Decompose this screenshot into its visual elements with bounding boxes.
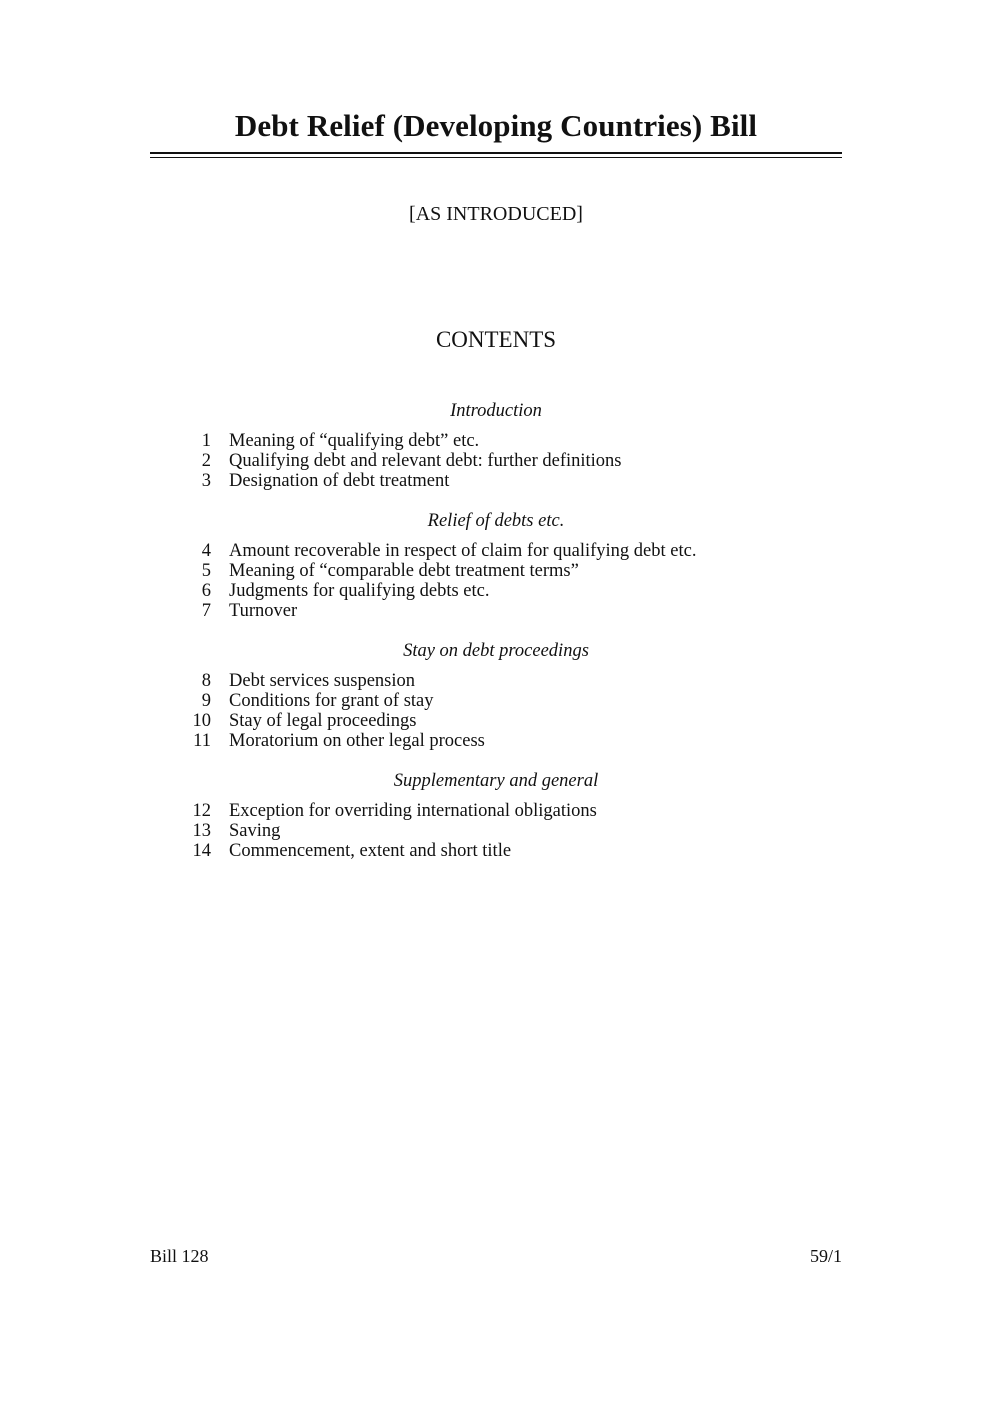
toc-entry[interactable]	[150, 841, 842, 861]
bill-title: Debt Relief (Developing Countries) Bill	[234, 108, 758, 143]
toc-entry[interactable]	[150, 561, 842, 581]
toc-section-supplementary-and-general	[150, 770, 842, 861]
clause-number: 7	[201, 601, 211, 621]
clause-title: Debt services suspension	[229, 671, 415, 691]
clause-number: 3	[201, 471, 211, 491]
clause-number: 11	[193, 731, 211, 751]
section-heading: Stay on debt proceedings	[403, 641, 589, 661]
toc-section-stay-on-debt-proceedings	[150, 640, 842, 751]
clause-title: Designation of debt treatment	[229, 471, 450, 491]
print-reference: 59/1	[809, 1246, 842, 1266]
toc-section-introduction	[150, 400, 842, 491]
clause-title: Meaning of “qualifying debt” etc.	[229, 431, 480, 451]
contents-heading: CONTENTS	[435, 327, 557, 352]
clause-number: 2	[201, 451, 211, 471]
clause-title: Stay of legal proceedings	[229, 711, 417, 731]
toc-entry[interactable]	[150, 731, 842, 751]
clause-number: 4	[201, 541, 211, 561]
toc-entry[interactable]	[150, 801, 842, 821]
clause-title: Meaning of “comparable debt treatment terms”	[229, 561, 579, 581]
table-of-contents	[150, 400, 842, 880]
section-heading: Relief of debts etc.	[427, 511, 565, 531]
clause-number: 13	[192, 821, 211, 841]
title-rule-thick	[150, 152, 842, 154]
toc-entry[interactable]	[150, 541, 842, 561]
clause-number: 1	[201, 431, 211, 451]
section-heading: Supplementary and general	[393, 771, 599, 791]
clause-number: 8	[201, 671, 211, 691]
toc-entry[interactable]	[150, 431, 842, 451]
clause-title: Exception for overriding international obligations	[229, 801, 597, 821]
toc-entry[interactable]	[150, 691, 842, 711]
clause-number: 14	[192, 841, 211, 861]
clause-title: Amount recoverable in respect of claim for qualifying debt etc.	[229, 541, 697, 561]
clause-title: Commencement, extent and short title	[229, 841, 512, 861]
clause-number: 5	[201, 561, 211, 581]
section-heading: Introduction	[450, 401, 542, 421]
clause-title: Conditions for grant of stay	[229, 691, 434, 711]
bill-status: [AS INTRODUCED]	[409, 203, 583, 225]
clause-number: 10	[192, 711, 211, 731]
clause-number: 6	[201, 581, 211, 601]
toc-section-relief-of-debts	[150, 510, 842, 621]
clause-number: 9	[201, 691, 211, 711]
toc-entry[interactable]	[150, 711, 842, 731]
clause-number: 12	[192, 801, 211, 821]
toc-entry[interactable]	[150, 581, 842, 601]
toc-entry[interactable]	[150, 451, 842, 471]
clause-title: Moratorium on other legal process	[229, 731, 485, 751]
toc-entry[interactable]	[150, 471, 842, 491]
toc-entry[interactable]	[150, 671, 842, 691]
toc-entry[interactable]	[150, 601, 842, 621]
clause-title: Qualifying debt and relevant debt: further definitions	[229, 451, 622, 471]
clause-title: Saving	[229, 821, 281, 841]
toc-entry[interactable]	[150, 821, 842, 841]
title-rule-thin	[150, 157, 842, 158]
clause-title: Turnover	[229, 601, 298, 621]
clause-title: Judgments for qualifying debts etc.	[229, 581, 490, 601]
bill-number: Bill 128	[150, 1246, 209, 1266]
